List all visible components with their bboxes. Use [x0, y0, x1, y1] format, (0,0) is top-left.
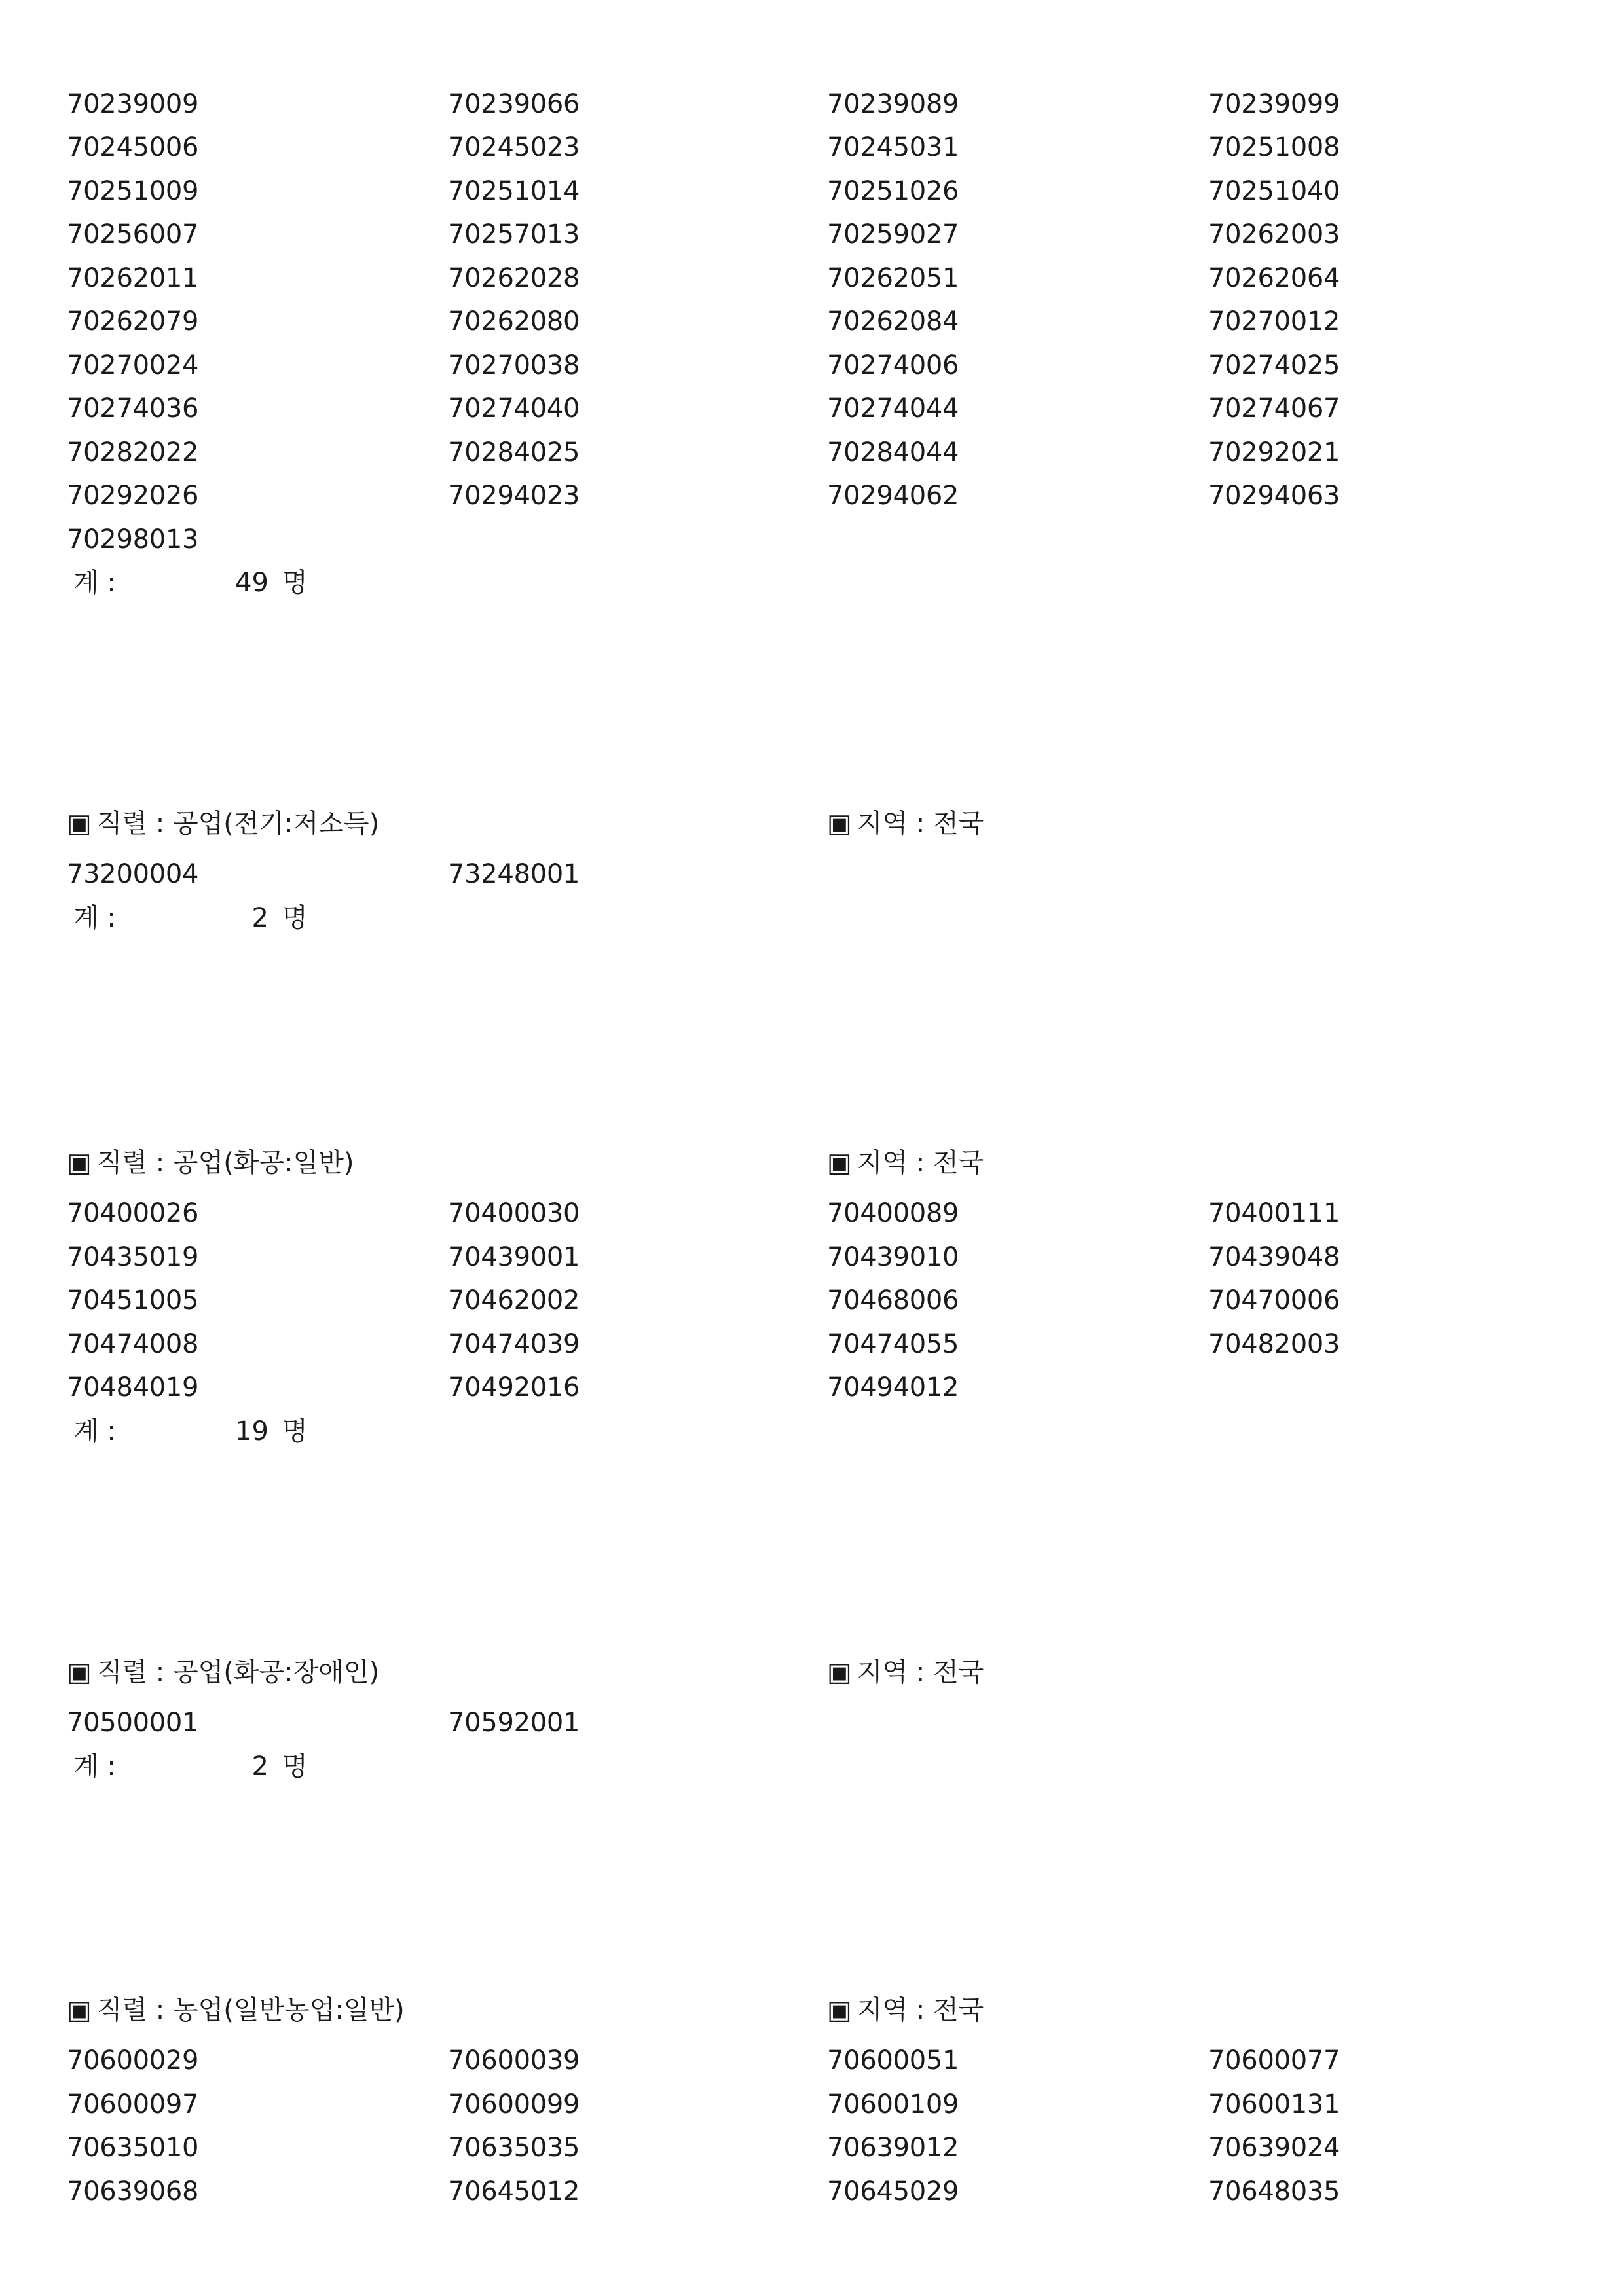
- table-row: [0, 344, 1624, 387]
- section-header: [0, 1651, 1624, 1694]
- square-bullet-icon: ▣: [827, 1995, 852, 2025]
- exam-number: 70259027: [827, 219, 959, 249]
- total-count: 49: [235, 568, 268, 598]
- exam-number: 70294063: [1208, 481, 1340, 511]
- exam-number: 70262003: [1208, 219, 1340, 249]
- job-series-label: [67, 1989, 405, 2032]
- total-unit: 명: [282, 1752, 308, 1782]
- total-label: 계 :: [73, 568, 116, 598]
- job-series-text: 직렬 : 농업(일반농업:일반): [96, 1995, 405, 2025]
- exam-number: 70474039: [448, 1329, 580, 1359]
- region-text: 지역 : 전국: [857, 1657, 984, 1687]
- square-bullet-icon: ▣: [67, 809, 92, 839]
- total-label: 계 :: [73, 1416, 116, 1446]
- exam-number: 70500001: [67, 1708, 199, 1738]
- exam-number: 70439001: [448, 1242, 580, 1272]
- table-row: [0, 300, 1624, 343]
- table-row: [0, 213, 1624, 256]
- exam-number: 70648035: [1208, 2176, 1340, 2207]
- exam-number: 70262064: [1208, 263, 1340, 293]
- exam-number: 70270024: [67, 350, 199, 380]
- table-row: [0, 2126, 1624, 2169]
- square-bullet-icon: ▣: [827, 1657, 852, 1687]
- exam-number: 70600051: [827, 2046, 959, 2076]
- exam-number: 70600099: [448, 2089, 580, 2120]
- exam-number: 70239066: [448, 89, 580, 119]
- total-unit: 명: [282, 568, 308, 598]
- exam-number: 70470006: [1208, 1285, 1340, 1315]
- square-bullet-icon: ▣: [67, 1995, 92, 2025]
- table-row: [0, 387, 1624, 430]
- exam-number: 70645012: [448, 2176, 580, 2207]
- table-row: [0, 170, 1624, 213]
- region-text: 지역 : 전국: [857, 809, 984, 839]
- exam-number: 70274067: [1208, 394, 1340, 424]
- exam-number: 70256007: [67, 219, 199, 249]
- exam-number: 70294023: [448, 481, 580, 511]
- exam-number: 70262084: [827, 306, 959, 337]
- section-header: [0, 802, 1624, 845]
- exam-number: 70600109: [827, 2089, 959, 2120]
- exam-number: 70400026: [67, 1198, 199, 1228]
- table-row: [0, 431, 1624, 474]
- exam-number: 70251009: [67, 176, 199, 206]
- section-header: [0, 1989, 1624, 2032]
- region-label: [827, 1141, 984, 1184]
- exam-number: 70600029: [67, 2046, 199, 2076]
- table-row: [0, 474, 1624, 517]
- table-row: [0, 853, 1624, 896]
- exam-number: 70639024: [1208, 2133, 1340, 2163]
- exam-number: 70239099: [1208, 89, 1340, 119]
- section-total: [0, 896, 655, 940]
- total-unit: 명: [282, 903, 308, 933]
- exam-number: 70257013: [448, 219, 580, 249]
- exam-number: 70468006: [827, 1285, 959, 1315]
- square-bullet-icon: ▣: [827, 1148, 852, 1178]
- table-row: [0, 518, 1624, 561]
- exam-number: 70474008: [67, 1329, 199, 1359]
- table-row: [0, 1366, 1624, 1409]
- exam-number: 70251008: [1208, 132, 1340, 162]
- exam-number: 70600039: [448, 2046, 580, 2076]
- exam-number: 70474055: [827, 1329, 959, 1359]
- exam-number: 70251026: [827, 176, 959, 206]
- exam-number: 70600077: [1208, 2046, 1340, 2076]
- table-row: [0, 1236, 1624, 1279]
- job-series-label: [67, 802, 379, 845]
- exam-number: 70251014: [448, 176, 580, 206]
- table-row: [0, 126, 1624, 169]
- square-bullet-icon: ▣: [827, 809, 852, 839]
- total-count: 2: [251, 903, 268, 933]
- exam-number: 70282022: [67, 437, 199, 468]
- table-row: [0, 257, 1624, 300]
- job-series-text: 직렬 : 공업(화공:일반): [96, 1148, 354, 1178]
- total-count: 19: [235, 1416, 268, 1446]
- exam-number: 70270038: [448, 350, 580, 380]
- exam-number: 70274036: [67, 394, 199, 424]
- exam-number: 70484019: [67, 1372, 199, 1403]
- exam-number: 70462002: [448, 1285, 580, 1315]
- square-bullet-icon: ▣: [67, 1148, 92, 1178]
- table-row: [0, 83, 1624, 126]
- total-unit: 명: [282, 1416, 308, 1446]
- exam-number: 70635035: [448, 2133, 580, 2163]
- exam-number: 70274040: [448, 394, 580, 424]
- exam-number: 70262011: [67, 263, 199, 293]
- exam-number: 70251040: [1208, 176, 1340, 206]
- exam-number: 70439010: [827, 1242, 959, 1272]
- job-series-text: 직렬 : 공업(전기:저소득): [96, 809, 380, 839]
- total-count: 2: [251, 1752, 268, 1782]
- exam-number: 70262051: [827, 263, 959, 293]
- exam-number: 70284025: [448, 437, 580, 468]
- exam-number: 70239009: [67, 89, 199, 119]
- table-row: [0, 2170, 1624, 2213]
- region-label: [827, 802, 984, 845]
- exam-number: 70245031: [827, 132, 959, 162]
- exam-number: 70482003: [1208, 1329, 1340, 1359]
- table-row: [0, 1701, 1624, 1744]
- region-label: [827, 1651, 984, 1694]
- job-series-label: [67, 1141, 354, 1184]
- exam-number: 70284044: [827, 437, 959, 468]
- exam-number: 70274044: [827, 394, 959, 424]
- exam-number: 70635010: [67, 2133, 199, 2163]
- exam-number: 70239089: [827, 89, 959, 119]
- exam-number: 70294062: [827, 481, 959, 511]
- table-row: [0, 1279, 1624, 1322]
- exam-number: 70270012: [1208, 306, 1340, 337]
- exam-number: 70274025: [1208, 350, 1340, 380]
- job-series-label: [67, 1651, 379, 1694]
- exam-number: 70262079: [67, 306, 199, 337]
- exam-number: 70262080: [448, 306, 580, 337]
- section-total: [0, 1745, 655, 1788]
- exam-number: 70645029: [827, 2176, 959, 2207]
- exam-number: 70639012: [827, 2133, 959, 2163]
- region-text: 지역 : 전국: [857, 1995, 984, 2025]
- exam-number: 70439048: [1208, 1242, 1340, 1272]
- square-bullet-icon: ▣: [67, 1657, 92, 1687]
- section-total: [0, 1410, 655, 1453]
- exam-number: 70639068: [67, 2176, 199, 2207]
- exam-number: 73248001: [448, 859, 580, 889]
- exam-number: 70492016: [448, 1372, 580, 1403]
- exam-number: 70592001: [448, 1708, 580, 1738]
- section-header: [0, 1141, 1624, 1184]
- exam-number: 70274006: [827, 350, 959, 380]
- exam-number: 70292026: [67, 481, 199, 511]
- region-text: 지역 : 전국: [857, 1148, 984, 1178]
- exam-number: 70600097: [67, 2089, 199, 2120]
- exam-number: 73200004: [67, 859, 199, 889]
- region-label: [827, 1989, 984, 2032]
- table-row: [0, 2083, 1624, 2126]
- table-row: [0, 1192, 1624, 1235]
- table-row: [0, 2039, 1624, 2082]
- exam-number: 70435019: [67, 1242, 199, 1272]
- exam-number: 70600131: [1208, 2089, 1340, 2120]
- job-series-text: 직렬 : 공업(화공:장애인): [96, 1657, 380, 1687]
- exam-number: 70245023: [448, 132, 580, 162]
- exam-number: 70262028: [448, 263, 580, 293]
- total-label: 계 :: [73, 903, 116, 933]
- exam-number: 70298013: [67, 524, 199, 555]
- section-total: [0, 561, 655, 604]
- exam-number: 70245006: [67, 132, 199, 162]
- total-label: 계 :: [73, 1752, 116, 1782]
- exam-number: 70400111: [1208, 1198, 1340, 1228]
- exam-number: 70451005: [67, 1285, 199, 1315]
- table-row: [0, 1323, 1624, 1366]
- exam-number: 70400030: [448, 1198, 580, 1228]
- exam-number: 70292021: [1208, 437, 1340, 468]
- exam-number: 70494012: [827, 1372, 959, 1403]
- exam-number: 70400089: [827, 1198, 959, 1228]
